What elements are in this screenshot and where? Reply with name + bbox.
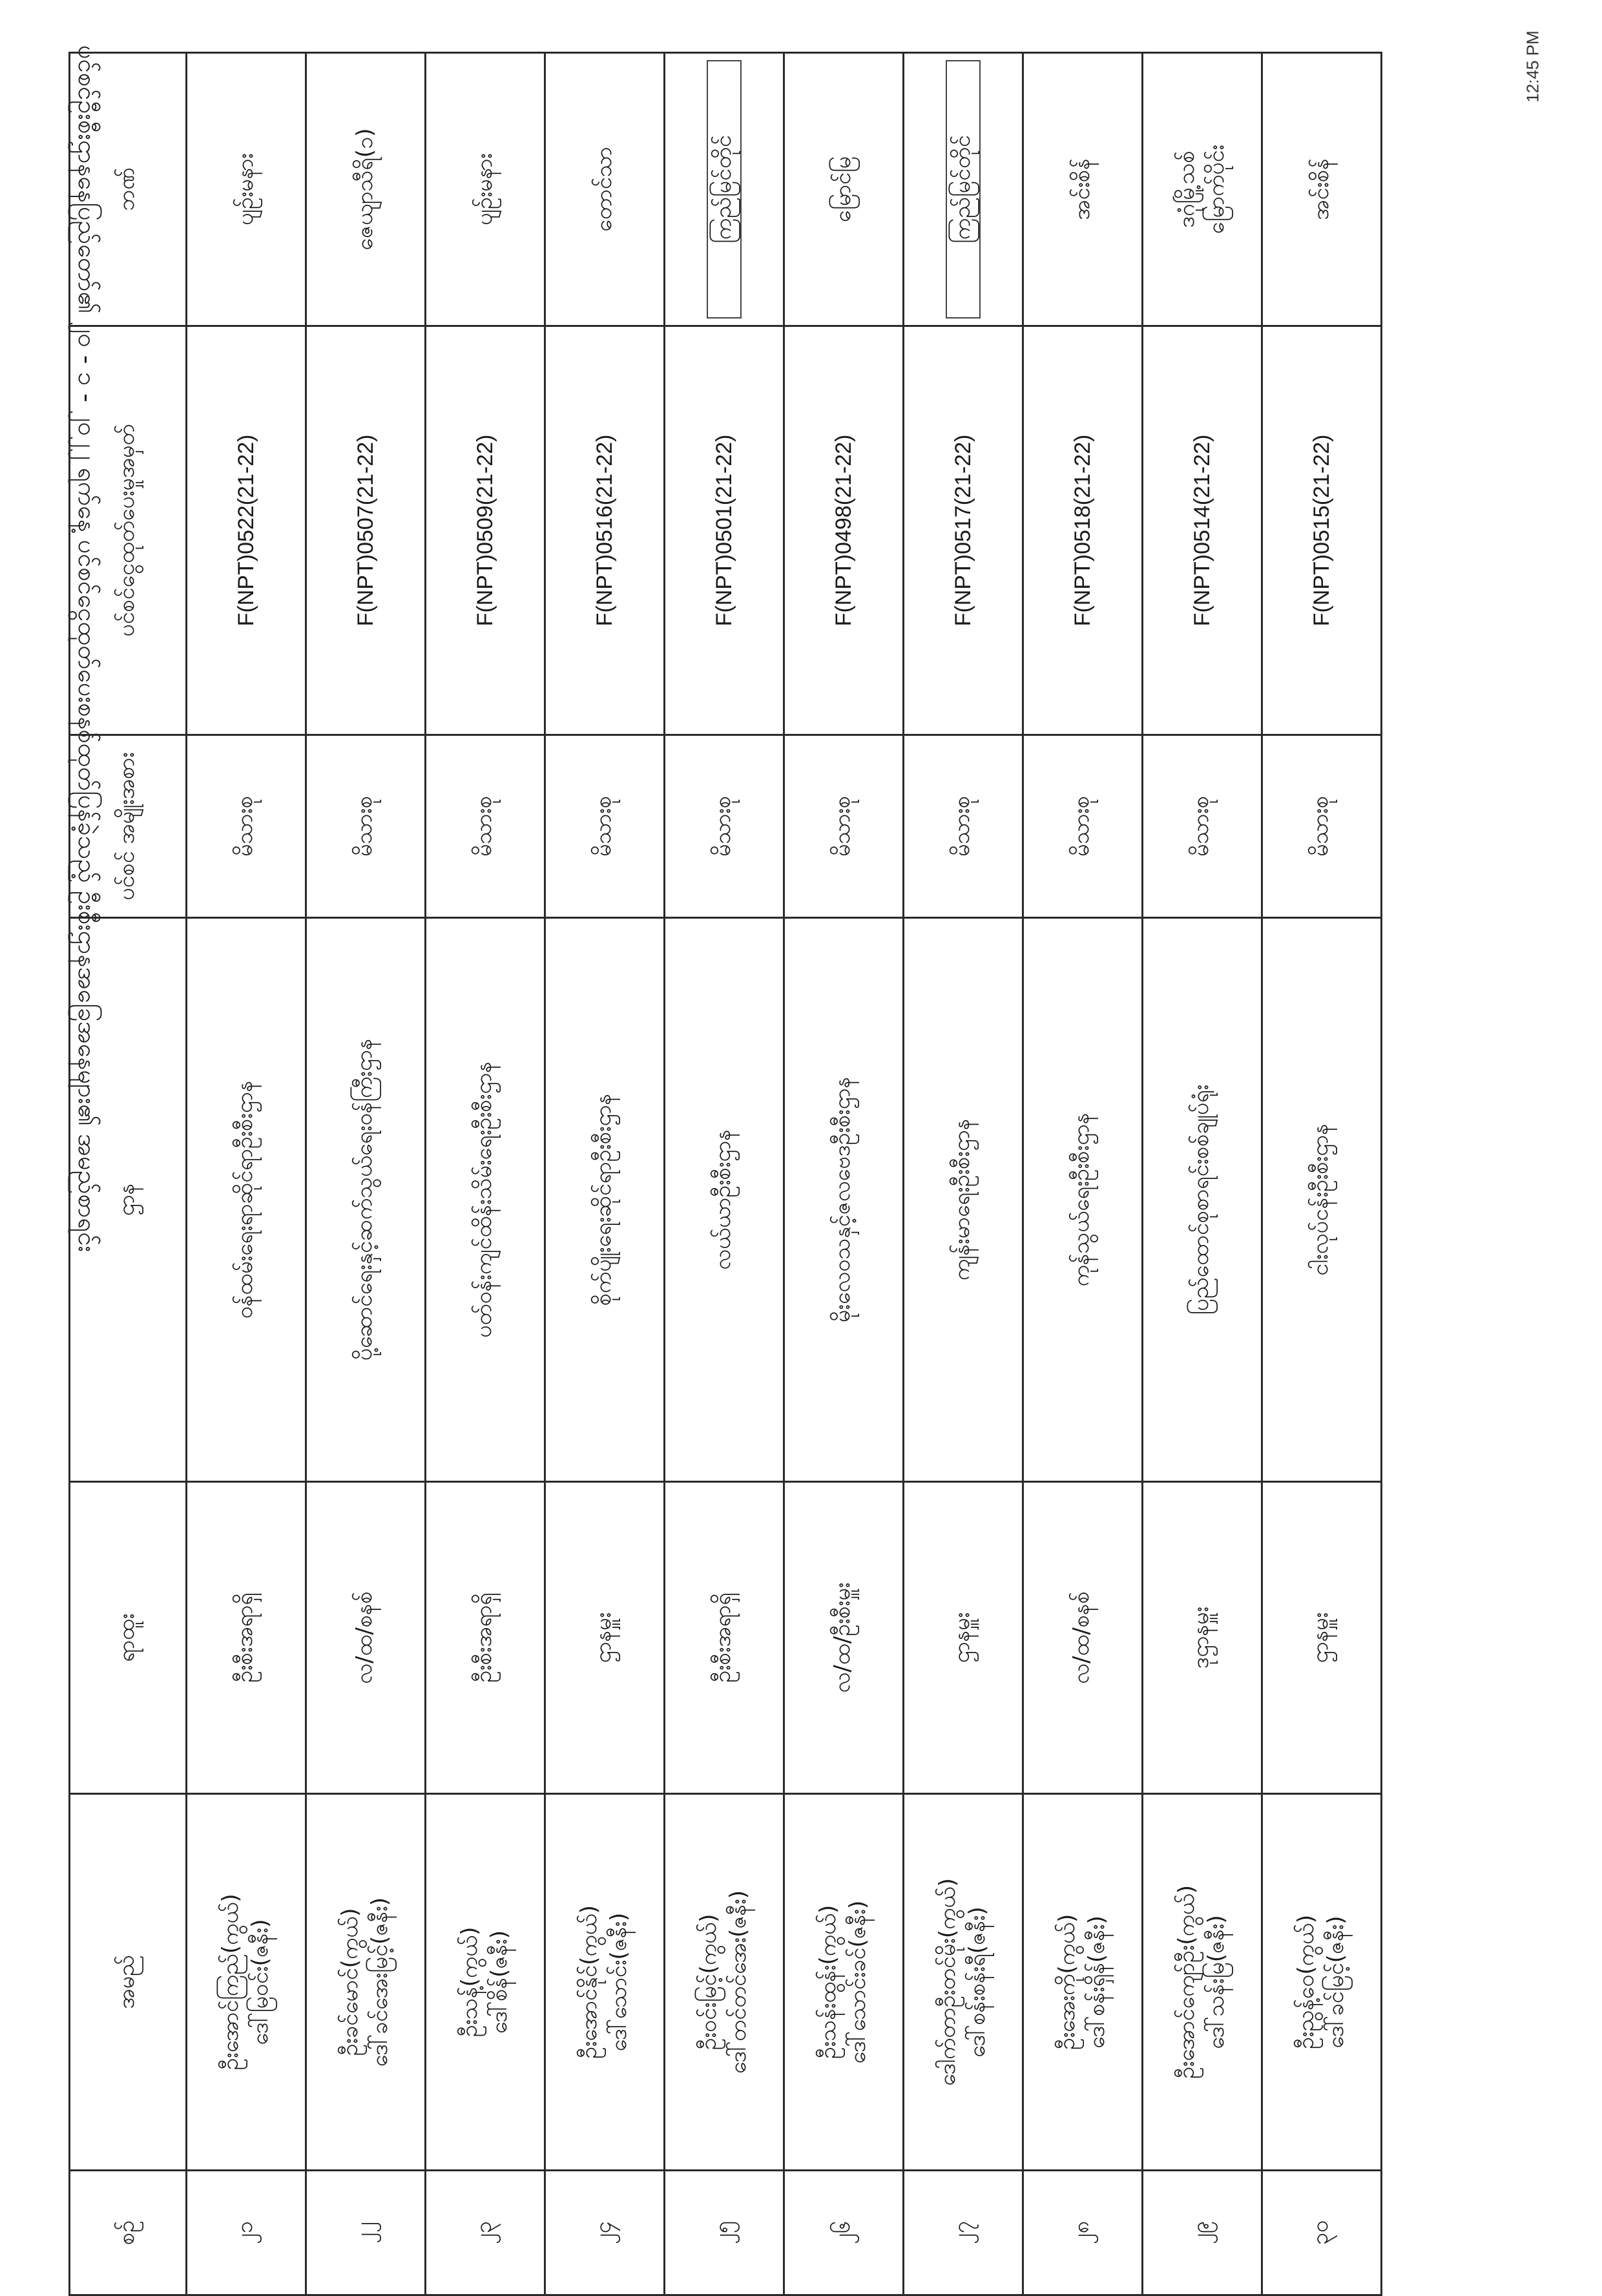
header-position: ရာထူး [70, 1482, 187, 1794]
scan-timestamp: 12:45 PM [1523, 30, 1543, 103]
bank-line-1 [829, 60, 858, 318]
cell-position: ဦးစီးအရာရှိ [426, 1482, 545, 1794]
name-line-2: ဒေါ်စန်းစန်းရီ(ဇနီး) [964, 1906, 990, 2058]
bank-name: အင်းစိန် [1308, 158, 1335, 220]
table-row [1143, 53, 1262, 2295]
cell-no: ၂၆ [784, 2171, 904, 2295]
cell-bank [1262, 53, 1382, 326]
cell-department: လယ်ယာဦးစီးဌာန [665, 918, 784, 1482]
cell-position: လ/ထ/စနစ် [306, 1482, 426, 1794]
table-row [665, 53, 784, 2295]
cell-pension-number: F(NPT)0517(21-22) [904, 326, 1023, 735]
name-line-1: ဦးညွန့်ဝေ(ကွယ်) [1293, 1914, 1320, 2050]
cell-bank [426, 53, 545, 326]
cell-department: ပြည်ထောင်စုစာရင်းစစ်ချုပ်ရုံး [1143, 918, 1262, 1482]
cell-pension-type: မိသားစု [187, 735, 306, 918]
cell-pension-number: F(NPT)0501(21-22) [665, 326, 784, 735]
cell-pension-number: F(NPT)0514(21-22) [1143, 326, 1262, 735]
table-row [306, 53, 426, 2295]
cell-bank [665, 53, 784, 326]
name-line-2: ဒေါ်တင်တင်အေး(ဇနီး) [725, 1890, 751, 2074]
name-line-2: ဒေါ်မြဝင်း(ဇနီး) [247, 1919, 273, 2045]
cell-name [1143, 1794, 1262, 2171]
name-line-1: ဦးအောင်ကြည်(ကွယ်) [218, 1894, 244, 2071]
cell-pension-type: မိသားစု [904, 735, 1023, 918]
bank-line-1 [707, 60, 742, 318]
name-line-2: ဒေါ်ခင်မြင့်(ဇနီး) [1323, 1915, 1349, 2049]
cell-name [545, 1794, 665, 2171]
cell-pension-number: F(NPT)0509(21-22) [426, 326, 545, 735]
name-line-1: ဒေါက်တာဦးတင်မိုး(ကွယ်) [935, 1878, 961, 2086]
bank-name: ဇေယျာသီရိ(၁) [352, 128, 379, 251]
cell-no: ၂၃ [426, 2171, 545, 2295]
cell-department: ပတ်ဝန်းကျင်ထိန်းသိမ်းရေးဦးစီးဌာန [426, 918, 545, 1482]
cell-name [1023, 1794, 1143, 2171]
table-row [545, 53, 665, 2295]
cell-pension-type: မိသားစု [545, 735, 665, 918]
bank-line-1 [231, 60, 261, 318]
bank-name: အင်းစိန် [1069, 158, 1096, 220]
cell-department: ကုန်သွယ်ရေးဦးစီးဌာန [1023, 918, 1143, 1482]
cell-no: ၂၉ [1143, 2171, 1262, 2295]
bank-line-1 [1307, 60, 1337, 318]
bank-line-1 [1068, 60, 1097, 318]
cell-bank [545, 53, 665, 326]
bank-line-1 [1172, 60, 1202, 318]
bank-name: ပျဉ်းမနား [233, 153, 259, 225]
table-row [904, 53, 1023, 2295]
header-department: ဌာန [70, 918, 187, 1482]
cell-pension-type: မိသားစု [426, 735, 545, 918]
table-row [1023, 53, 1143, 2295]
cell-position: လ/ထ/ဦးစီးမှူး [784, 1482, 904, 1794]
name-line-2: ဒေါ်ခင်အေးမြင့်(ဇနီး) [367, 1897, 393, 2067]
cell-pension-type: မိသားစု [1262, 735, 1382, 918]
name-line-1: ဦးခင်မောင်(ကွယ်) [337, 1908, 364, 2056]
cell-pension-type: မိသားစု [1023, 735, 1143, 918]
bank-name: ကြည်မြင်တိုင် [946, 60, 981, 318]
cell-department: မိုးလေဝသနှင့်ဇလဗေဒဦးစီးဌာန [784, 918, 904, 1482]
document-title: ပင်စင်ဦးစီးဌာနနေပြည်တော်၏ ၂၀ - ၁ - ၂၀၂၂ ရက်နေ့ ပင်စင်ငွေထုတ်ပေးစနစ်ထုတ်ပြန်ခဲ့သည့် ဦးစီးဌာနအခြေအနေများ၏ အမည်စာရင်း [73, 45, 101, 1253]
cell-name [784, 1794, 904, 2171]
cell-no: ၂၅ [665, 2171, 784, 2295]
cell-department: ပို့ဆောင်ရေးနှင့်ဆက်သွယ်ရေးဝန်ကြီးဌာန [306, 918, 426, 1482]
table-row [187, 53, 306, 2295]
rotated-page [32, 32, 1479, 2246]
cell-department: ကျန်းမာရေးဦးစီးဌာန [904, 918, 1023, 1482]
cell-pension-number: F(NPT)0518(21-22) [1023, 326, 1143, 735]
bank-line-1 [946, 60, 981, 318]
cell-pension-number: F(NPT)0515(21-22) [1262, 326, 1382, 735]
bank-line-1 [470, 60, 500, 318]
cell-bank [1143, 53, 1262, 326]
bank-line-1 [351, 60, 380, 318]
cell-name [665, 1794, 784, 2171]
cell-name [426, 1794, 545, 2171]
name-line-2: ဒေါ်စိန်(ဇနီး) [486, 1930, 512, 2034]
bank-name: ကြည်မြင်တိုင် [707, 60, 742, 318]
cell-position: ဦးစီးအရာရှိ [665, 1482, 784, 1794]
cell-pension-number: F(NPT)0522(21-22) [187, 326, 306, 735]
cell-position: ဌာနမှူး [904, 1482, 1023, 1794]
table-row [1262, 53, 1382, 2295]
header-bank: ဘဏ် [70, 53, 187, 326]
name-line-2: ဒေါ်သောင်းခင်(ဇနီး) [845, 1900, 871, 2064]
cell-bank [1023, 53, 1143, 326]
cell-pension-number: F(NPT)0516(21-22) [545, 326, 665, 735]
header-no: စဉ် [70, 2171, 187, 2295]
name-line-1: ဦးအေးကို(ကွယ်) [1054, 1914, 1081, 2051]
header-pension-type: ပင်စင် အမျိုးအစား [70, 735, 187, 918]
cell-name [904, 1794, 1023, 2171]
cell-no: ၂၇ [904, 2171, 1023, 2295]
bank-name: ဒဂုံမြို့သစ် [1174, 151, 1200, 228]
bank-name: မြောင်မြ [830, 156, 857, 223]
cell-position: လ/ထ/စနစ် [1023, 1482, 1143, 1794]
table-row [426, 53, 545, 2295]
cell-department: ဝန်ထမ်းရေးရာဆိုင်ရာဦးစီးဌာန [187, 918, 306, 1482]
header-name: အမည် [70, 1794, 187, 2171]
bank-name: ပျဉ်းမနား [472, 153, 498, 225]
cell-department: ငါးလုပ်ငန်းဦးစီးဌာန [1262, 918, 1382, 1482]
cell-bank [187, 53, 306, 326]
pension-table [68, 52, 1382, 2296]
bank-line-2: မြောက်ပိုင်း [1203, 144, 1229, 235]
cell-pension-type: မိသားစု [784, 735, 904, 918]
name-line-1: ဦးသန့်(ကွယ်) [457, 1926, 483, 2038]
cell-bank [904, 53, 1023, 326]
bank-name: တောင်သာ [591, 147, 618, 232]
cell-name [1262, 1794, 1382, 2171]
cell-bank [784, 53, 904, 326]
cell-position: ဌာနမှူး [1262, 1482, 1382, 1794]
cell-department: စိုက်ပျိုးရေးဆိုင်ရာဦးစီးဌာန [545, 918, 665, 1482]
name-line-1: ဦးအောင်နိုင်(ကွယ်) [576, 1905, 603, 2059]
cell-name [187, 1794, 306, 2171]
cell-no: ၃၀ [1262, 2171, 1382, 2295]
name-line-1: ဦးသန်းထွန်း(ကွယ်) [815, 1905, 842, 2060]
cell-no: ၂၂ [306, 2171, 426, 2295]
bank-line-1 [590, 60, 619, 318]
cell-bank [306, 53, 426, 326]
cell-name [306, 1794, 426, 2171]
cell-no: ၂၈ [1023, 2171, 1143, 2295]
cell-position: ဌာနမှူး [545, 1482, 665, 1794]
cell-pension-number: F(NPT)0498(21-22) [784, 326, 904, 735]
cell-no: ၂၁ [187, 2171, 306, 2295]
cell-pension-type: မိသားစု [665, 735, 784, 918]
table-header-row [70, 53, 187, 2295]
header-pension-number: ပင်စင်ငွေထုတ်ပေးမှုအမှတ် [70, 326, 187, 735]
table-row [784, 53, 904, 2295]
cell-position: ဒုဌာနမှူး [1143, 1482, 1262, 1794]
cell-pension-type: မိသားစု [1143, 735, 1262, 918]
name-line-1: ဦးဝင်းမြင့်(ကွယ်) [696, 1914, 722, 2051]
name-line-1: ဦးအောင်ကျော်ဦး(ကွယ်) [1174, 1884, 1200, 2080]
cell-pension-type: မိသားစု [306, 735, 426, 918]
name-line-2: ဒေါ်သန်းမြ(ဇနီး) [1203, 1915, 1229, 2049]
cell-no: ၂၄ [545, 2171, 665, 2295]
name-line-2: ဒေါ်စန်းရှိန်(ဇနီး) [1084, 1915, 1110, 2049]
cell-position: ဦးစီးအရာရှိ [187, 1482, 306, 1794]
name-line-2: ဒေါ်သောင်း(ဇနီး) [606, 1912, 632, 2052]
cell-pension-number: F(NPT)0507(21-22) [306, 326, 426, 735]
